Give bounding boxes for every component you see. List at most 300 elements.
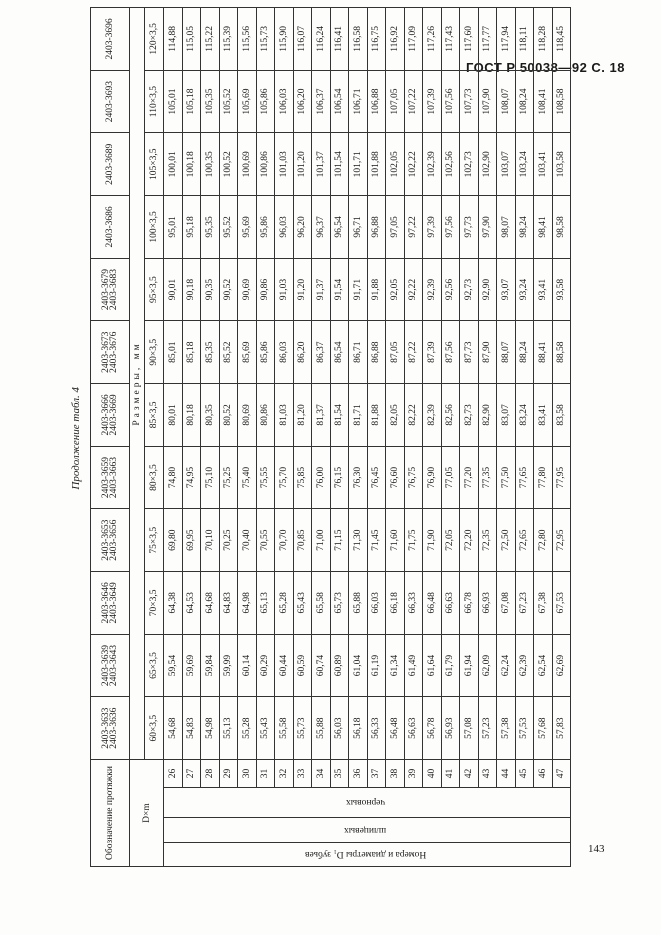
tooth-diameter-cell: 87,39 <box>423 321 442 384</box>
table-row <box>386 8 405 867</box>
tooth-diameter-cell: 62,24 <box>497 634 516 697</box>
tooth-number: 35 <box>330 760 349 788</box>
tooth-diameter-cell: 108,07 <box>497 70 516 133</box>
tooth-diameter-cell: 103,41 <box>534 133 553 196</box>
tooth-diameter-cell: 86,88 <box>367 321 386 384</box>
tooth-diameter-cell: 102,90 <box>478 133 497 196</box>
tooth-diameter-cell: 97,73 <box>460 196 479 259</box>
tooth-diameter-cell: 67,08 <box>497 572 516 635</box>
tooth-diameter-cell: 81,54 <box>330 384 349 447</box>
tooth-diameter-cell: 75,55 <box>256 446 275 509</box>
tooth-diameter-cell: 81,71 <box>349 384 368 447</box>
table-row <box>256 8 275 867</box>
tooth-diameter-cell: 64,38 <box>164 572 183 635</box>
table-row <box>534 8 553 867</box>
table-row <box>460 8 479 867</box>
tooth-diameter-cell: 80,86 <box>256 384 275 447</box>
tooth-diameter-cell: 83,41 <box>534 384 553 447</box>
tooth-diameter-cell: 57,83 <box>552 697 571 760</box>
table-row <box>275 8 294 867</box>
tooth-diameter-cell: 81,03 <box>275 384 294 447</box>
broach-code: 2403-3693 <box>91 70 130 133</box>
tooth-number: 34 <box>312 760 331 788</box>
tooth-diameter-cell: 82,39 <box>423 384 442 447</box>
tooth-diameter-cell: 85,35 <box>201 321 220 384</box>
rough-teeth-text: черновых <box>345 797 386 808</box>
tooth-diameter-cell: 66,63 <box>441 572 460 635</box>
broach-dimension: 75×3,5 <box>145 509 164 572</box>
tooth-diameter-cell: 75,40 <box>238 446 257 509</box>
tooth-diameter-cell: 101,71 <box>349 133 368 196</box>
table-row <box>330 8 349 867</box>
tooth-diameter-cell: 55,13 <box>219 697 238 760</box>
tooth-diameter-cell: 67,53 <box>552 572 571 635</box>
tooth-diameter-cell: 59,69 <box>182 634 201 697</box>
tooth-diameter-cell: 85,01 <box>164 321 183 384</box>
tooth-diameter-cell: 85,18 <box>182 321 201 384</box>
broach-dimension: 120×3,5 <box>145 8 164 71</box>
table-row <box>201 8 220 867</box>
tooth-diameter-cell: 71,45 <box>367 509 386 572</box>
table-row <box>238 8 257 867</box>
tooth-diameter-cell: 59,99 <box>219 634 238 697</box>
tooth-diameter-cell: 97,05 <box>386 196 405 259</box>
broach-dimension: 60×3,5 <box>145 697 164 760</box>
tooth-diameter-cell: 77,05 <box>441 446 460 509</box>
tooth-diameter-cell: 80,18 <box>182 384 201 447</box>
tooth-diameter-cell: 56,48 <box>386 697 405 760</box>
tooth-diameter-cell: 106,88 <box>367 70 386 133</box>
tooth-diameter-cell: 81,88 <box>367 384 386 447</box>
tooth-diameter-cell: 105,86 <box>256 70 275 133</box>
tooth-diameter-cell: 115,56 <box>238 8 257 71</box>
tooth-diameter-cell: 77,50 <box>497 446 516 509</box>
tooth-diameter-cell: 93,41 <box>534 258 553 321</box>
tooth-number: 38 <box>386 760 405 788</box>
tooth-diameter-cell: 117,09 <box>404 8 423 71</box>
tooth-diameter-cell: 92,39 <box>423 258 442 321</box>
tooth-diameter-cell: 80,69 <box>238 384 257 447</box>
table-row <box>349 8 368 867</box>
tooth-diameter-cell: 90,69 <box>238 258 257 321</box>
tooth-diameter-cell: 62,09 <box>478 634 497 697</box>
tooth-diameter-cell: 103,07 <box>497 133 516 196</box>
dimension-caption: D×m <box>130 760 164 867</box>
tooth-diameter-cell: 105,18 <box>182 70 201 133</box>
tooth-diameter-cell: 106,71 <box>349 70 368 133</box>
tooth-diameter-cell: 75,25 <box>219 446 238 509</box>
tooth-diameter-cell: 77,80 <box>534 446 553 509</box>
tooth-diameter-cell: 92,73 <box>460 258 479 321</box>
tooth-diameter-cell: 96,88 <box>367 196 386 259</box>
tooth-diameter-cell: 116,24 <box>312 8 331 71</box>
table-row <box>367 8 386 867</box>
tooth-diameter-cell: 102,56 <box>441 133 460 196</box>
tooth-diameter-cell: 71,30 <box>349 509 368 572</box>
sizes-header: Размеры, мм <box>130 8 145 760</box>
tooth-number: 30 <box>238 760 257 788</box>
tooth-diameter-cell: 100,69 <box>238 133 257 196</box>
broach-tooth-table <box>90 7 571 867</box>
tooth-diameter-cell: 64,83 <box>219 572 238 635</box>
tooth-diameter-cell: 56,33 <box>367 697 386 760</box>
tooth-diameter-cell: 105,69 <box>238 70 257 133</box>
tooth-diameter-cell: 116,58 <box>349 8 368 71</box>
tooth-diameter-cell: 70,70 <box>275 509 294 572</box>
tooth-diameter-cell: 95,52 <box>219 196 238 259</box>
tooth-diameter-cell: 106,37 <box>312 70 331 133</box>
broach-code: 2403-3659 2403-3663 <box>91 446 130 509</box>
tooth-diameter-cell: 67,38 <box>534 572 553 635</box>
tooth-diameter-cell: 116,41 <box>330 8 349 71</box>
numbers-diameters-label <box>164 843 571 867</box>
tooth-diameter-cell: 72,95 <box>552 509 571 572</box>
tooth-diameter-cell: 116,75 <box>367 8 386 71</box>
tooth-number: 47 <box>552 760 571 788</box>
broach-dimension: 85×3,5 <box>145 384 164 447</box>
tooth-diameter-cell: 61,04 <box>349 634 368 697</box>
tooth-diameter-cell: 91,54 <box>330 258 349 321</box>
table-row <box>552 8 571 867</box>
tooth-diameter-cell: 66,18 <box>386 572 405 635</box>
tooth-number: 31 <box>256 760 275 788</box>
broach-dimension: 110×3,5 <box>145 70 164 133</box>
tooth-number: 32 <box>275 760 294 788</box>
tooth-diameter-cell: 76,15 <box>330 446 349 509</box>
table-row <box>478 8 497 867</box>
tooth-diameter-cell: 60,14 <box>238 634 257 697</box>
tooth-diameter-cell: 65,88 <box>349 572 368 635</box>
tooth-diameter-cell: 62,69 <box>552 634 571 697</box>
tooth-diameter-cell: 103,24 <box>515 133 534 196</box>
tooth-diameter-cell: 55,73 <box>293 697 312 760</box>
tooth-diameter-cell: 86,54 <box>330 321 349 384</box>
tooth-number: 33 <box>293 760 312 788</box>
tooth-diameter-cell: 101,88 <box>367 133 386 196</box>
tooth-diameter-cell: 82,22 <box>404 384 423 447</box>
tooth-diameter-cell: 57,68 <box>534 697 553 760</box>
table-row <box>182 8 201 867</box>
tooth-diameter-cell: 107,56 <box>441 70 460 133</box>
table-row <box>441 8 460 867</box>
tooth-diameter-cell: 100,01 <box>164 133 183 196</box>
tooth-diameter-cell: 56,93 <box>441 697 460 760</box>
tooth-diameter-cell: 95,18 <box>182 196 201 259</box>
tooth-diameter-cell: 115,39 <box>219 8 238 71</box>
tooth-diameter-cell: 118,28 <box>534 8 553 71</box>
tooth-diameter-cell: 117,94 <box>497 8 516 71</box>
tooth-diameter-cell: 117,77 <box>478 8 497 71</box>
tooth-diameter-cell: 82,90 <box>478 384 497 447</box>
tooth-diameter-cell: 60,89 <box>330 634 349 697</box>
tooth-diameter-cell: 115,90 <box>275 8 294 71</box>
designation-caption: Обозначение протяжки <box>91 760 130 867</box>
tooth-diameter-cell: 88,24 <box>515 321 534 384</box>
tooth-diameter-cell: 60,74 <box>312 634 331 697</box>
tooth-diameter-cell: 76,00 <box>312 446 331 509</box>
tooth-diameter-cell: 61,94 <box>460 634 479 697</box>
tooth-diameter-cell: 59,54 <box>164 634 183 697</box>
tooth-diameter-cell: 117,60 <box>460 8 479 71</box>
tooth-diameter-cell: 101,20 <box>293 133 312 196</box>
tooth-diameter-cell: 54,68 <box>164 697 183 760</box>
rough-teeth-label <box>164 788 571 818</box>
broach-code: 2403-3646 2403-3649 <box>91 572 130 635</box>
tooth-diameter-cell: 101,37 <box>312 133 331 196</box>
tooth-diameter-cell: 101,03 <box>275 133 294 196</box>
tooth-number: 45 <box>515 760 534 788</box>
tooth-diameter-cell: 98,07 <box>497 196 516 259</box>
tooth-number: 36 <box>349 760 368 788</box>
document-header: ГОСТ Р 50038—92 С. 18 <box>465 60 625 75</box>
tooth-diameter-cell: 90,01 <box>164 258 183 321</box>
tooth-diameter-cell: 88,07 <box>497 321 516 384</box>
tooth-diameter-cell: 87,90 <box>478 321 497 384</box>
broach-code: 2403-3696 <box>91 8 130 71</box>
tooth-number: 46 <box>534 760 553 788</box>
tooth-diameter-cell: 96,71 <box>349 196 368 259</box>
page-number: 143 <box>588 843 605 855</box>
tooth-diameter-cell: 66,93 <box>478 572 497 635</box>
tooth-diameter-cell: 102,73 <box>460 133 479 196</box>
tooth-diameter-cell: 91,88 <box>367 258 386 321</box>
rotated-table-container <box>70 7 571 867</box>
tooth-diameter-cell: 97,39 <box>423 196 442 259</box>
tooth-diameter-cell: 102,05 <box>386 133 405 196</box>
tooth-diameter-cell: 86,71 <box>349 321 368 384</box>
tooth-diameter-cell: 70,85 <box>293 509 312 572</box>
tooth-diameter-cell: 105,52 <box>219 70 238 133</box>
tooth-diameter-cell: 87,73 <box>460 321 479 384</box>
tooth-diameter-cell: 81,37 <box>312 384 331 447</box>
tooth-diameter-cell: 55,88 <box>312 697 331 760</box>
tooth-number: 26 <box>164 760 183 788</box>
tooth-diameter-cell: 102,22 <box>404 133 423 196</box>
tooth-diameter-cell: 54,83 <box>182 697 201 760</box>
tooth-diameter-cell: 92,22 <box>404 258 423 321</box>
tooth-diameter-cell: 97,56 <box>441 196 460 259</box>
tooth-diameter-cell: 77,20 <box>460 446 479 509</box>
tooth-diameter-cell: 114,88 <box>164 8 183 71</box>
tooth-diameter-cell: 61,19 <box>367 634 386 697</box>
tooth-diameter-cell: 75,85 <box>293 446 312 509</box>
tooth-diameter-cell: 91,37 <box>312 258 331 321</box>
tooth-diameter-cell: 77,35 <box>478 446 497 509</box>
tooth-number: 43 <box>478 760 497 788</box>
tooth-diameter-cell: 72,50 <box>497 509 516 572</box>
tooth-diameter-cell: 80,01 <box>164 384 183 447</box>
tooth-diameter-cell: 91,03 <box>275 258 294 321</box>
tooth-diameter-cell: 69,80 <box>164 509 183 572</box>
tooth-diameter-cell: 108,24 <box>515 70 534 133</box>
tooth-diameter-cell: 71,60 <box>386 509 405 572</box>
tooth-diameter-cell: 116,07 <box>293 8 312 71</box>
tooth-diameter-cell: 75,10 <box>201 446 220 509</box>
tooth-diameter-cell: 108,41 <box>534 70 553 133</box>
tooth-number: 44 <box>497 760 516 788</box>
tooth-diameter-cell: 77,95 <box>552 446 571 509</box>
tooth-diameter-cell: 106,20 <box>293 70 312 133</box>
tooth-diameter-cell: 76,90 <box>423 446 442 509</box>
tooth-diameter-cell: 65,13 <box>256 572 275 635</box>
tooth-diameter-cell: 66,48 <box>423 572 442 635</box>
tooth-diameter-cell: 96,37 <box>312 196 331 259</box>
tooth-diameter-cell: 70,40 <box>238 509 257 572</box>
tooth-diameter-cell: 102,39 <box>423 133 442 196</box>
tooth-diameter-cell: 92,05 <box>386 258 405 321</box>
tooth-diameter-cell: 100,86 <box>256 133 275 196</box>
tooth-diameter-cell: 83,24 <box>515 384 534 447</box>
tooth-diameter-cell: 55,58 <box>275 697 294 760</box>
tooth-diameter-cell: 96,03 <box>275 196 294 259</box>
tooth-diameter-cell: 93,24 <box>515 258 534 321</box>
tooth-diameter-cell: 71,15 <box>330 509 349 572</box>
tooth-diameter-cell: 56,03 <box>330 697 349 760</box>
tooth-diameter-cell: 71,75 <box>404 509 423 572</box>
tooth-diameter-cell: 62,54 <box>534 634 553 697</box>
tooth-diameter-cell: 77,65 <box>515 446 534 509</box>
tooth-diameter-cell: 55,43 <box>256 697 275 760</box>
tooth-diameter-cell: 54,98 <box>201 697 220 760</box>
tooth-diameter-cell: 90,52 <box>219 258 238 321</box>
tooth-number: 41 <box>441 760 460 788</box>
tooth-diameter-cell: 106,54 <box>330 70 349 133</box>
tooth-diameter-cell: 100,52 <box>219 133 238 196</box>
tooth-diameter-cell: 75,70 <box>275 446 294 509</box>
tooth-diameter-cell: 56,78 <box>423 697 442 760</box>
tooth-diameter-cell: 57,53 <box>515 697 534 760</box>
table-row <box>497 8 516 867</box>
tooth-diameter-cell: 87,22 <box>404 321 423 384</box>
broach-code: 2403-3686 <box>91 196 130 259</box>
tooth-diameter-cell: 70,10 <box>201 509 220 572</box>
tooth-diameter-cell: 88,41 <box>534 321 553 384</box>
tooth-diameter-cell: 98,58 <box>552 196 571 259</box>
broach-code: 2403-3653 2403-3656 <box>91 509 130 572</box>
tooth-diameter-cell: 82,56 <box>441 384 460 447</box>
tooth-diameter-cell: 60,44 <box>275 634 294 697</box>
tooth-diameter-cell: 61,64 <box>423 634 442 697</box>
tooth-diameter-cell: 101,54 <box>330 133 349 196</box>
tooth-diameter-cell: 96,20 <box>293 196 312 259</box>
table-row <box>219 8 238 867</box>
tooth-diameter-cell: 105,35 <box>201 70 220 133</box>
tooth-diameter-cell: 71,90 <box>423 509 442 572</box>
tooth-diameter-cell: 64,53 <box>182 572 201 635</box>
tooth-diameter-cell: 57,38 <box>497 697 516 760</box>
tooth-diameter-cell: 92,56 <box>441 258 460 321</box>
tooth-diameter-cell: 107,39 <box>423 70 442 133</box>
dimension-header-row <box>145 8 164 867</box>
tooth-diameter-cell: 81,20 <box>293 384 312 447</box>
tooth-diameter-cell: 85,69 <box>238 321 257 384</box>
tooth-diameter-cell: 93,07 <box>497 258 516 321</box>
tooth-diameter-cell: 71,00 <box>312 509 331 572</box>
tooth-diameter-cell: 90,18 <box>182 258 201 321</box>
smooth-teeth-text: шлицевых <box>344 825 387 835</box>
table-continuation-label: Продолжение табл. 4 <box>70 387 82 490</box>
tooth-diameter-cell: 91,20 <box>293 258 312 321</box>
tooth-diameter-cell: 93,58 <box>552 258 571 321</box>
tooth-diameter-cell: 98,41 <box>534 196 553 259</box>
tooth-diameter-cell: 98,24 <box>515 196 534 259</box>
tooth-diameter-cell: 80,52 <box>219 384 238 447</box>
tooth-diameter-cell: 62,39 <box>515 634 534 697</box>
tooth-diameter-cell: 76,75 <box>404 446 423 509</box>
broach-dimension: 100×3,5 <box>145 196 164 259</box>
tooth-diameter-cell: 96,54 <box>330 196 349 259</box>
tooth-diameter-cell: 72,35 <box>478 509 497 572</box>
tooth-diameter-cell: 115,73 <box>256 8 275 71</box>
table-row <box>404 8 423 867</box>
tooth-diameter-cell: 118,45 <box>552 8 571 71</box>
tooth-diameter-cell: 61,79 <box>441 634 460 697</box>
tooth-diameter-cell: 65,43 <box>293 572 312 635</box>
tooth-diameter-cell: 55,28 <box>238 697 257 760</box>
broach-dimension: 70×3,5 <box>145 572 164 635</box>
tooth-number: 37 <box>367 760 386 788</box>
tooth-diameter-cell: 107,90 <box>478 70 497 133</box>
tooth-diameter-cell: 72,20 <box>460 509 479 572</box>
tooth-diameter-cell: 97,90 <box>478 196 497 259</box>
tooth-diameter-cell: 118,11 <box>515 8 534 71</box>
tooth-diameter-cell: 107,05 <box>386 70 405 133</box>
tooth-diameter-cell: 72,80 <box>534 509 553 572</box>
tooth-diameter-cell: 74,80 <box>164 446 183 509</box>
broach-dimension: 90×3,5 <box>145 321 164 384</box>
tooth-diameter-cell: 65,58 <box>312 572 331 635</box>
tooth-diameter-cell: 69,95 <box>182 509 201 572</box>
broach-code: 2403-3666 2403-3669 <box>91 384 130 447</box>
tooth-number: 39 <box>404 760 423 788</box>
tooth-diameter-cell: 70,25 <box>219 509 238 572</box>
tooth-diameter-cell: 115,05 <box>182 8 201 71</box>
tooth-diameter-cell: 92,90 <box>478 258 497 321</box>
tooth-diameter-cell: 57,23 <box>478 697 497 760</box>
tooth-diameter-cell: 85,52 <box>219 321 238 384</box>
tooth-diameter-cell: 100,18 <box>182 133 201 196</box>
tooth-diameter-cell: 56,63 <box>404 697 423 760</box>
tooth-diameter-cell: 64,68 <box>201 572 220 635</box>
tooth-diameter-cell: 100,35 <box>201 133 220 196</box>
tooth-diameter-cell: 61,34 <box>386 634 405 697</box>
tooth-diameter-cell: 56,18 <box>349 697 368 760</box>
tooth-diameter-cell: 60,29 <box>256 634 275 697</box>
broach-dimension: 105×3,5 <box>145 133 164 196</box>
tooth-diameter-cell: 90,35 <box>201 258 220 321</box>
smooth-teeth-label <box>164 818 571 843</box>
table-row <box>515 8 534 867</box>
tooth-diameter-cell: 86,37 <box>312 321 331 384</box>
tooth-diameter-cell: 66,33 <box>404 572 423 635</box>
tooth-diameter-cell: 70,55 <box>256 509 275 572</box>
tooth-diameter-cell: 87,05 <box>386 321 405 384</box>
tooth-diameter-cell: 95,86 <box>256 196 275 259</box>
tooth-diameter-cell: 87,56 <box>441 321 460 384</box>
tooth-diameter-cell: 97,22 <box>404 196 423 259</box>
tooth-number: 28 <box>201 760 220 788</box>
tooth-diameter-cell: 76,30 <box>349 446 368 509</box>
sizes-header-row <box>130 8 145 867</box>
tooth-number: 42 <box>460 760 479 788</box>
tooth-diameter-cell: 74,95 <box>182 446 201 509</box>
tooth-diameter-cell: 103,58 <box>552 133 571 196</box>
table-row <box>423 8 442 867</box>
broach-code: 2403-3633 2403-3636 <box>91 697 130 760</box>
tooth-diameter-cell: 117,26 <box>423 8 442 71</box>
tooth-diameter-cell: 106,03 <box>275 70 294 133</box>
tooth-diameter-cell: 108,58 <box>552 70 571 133</box>
